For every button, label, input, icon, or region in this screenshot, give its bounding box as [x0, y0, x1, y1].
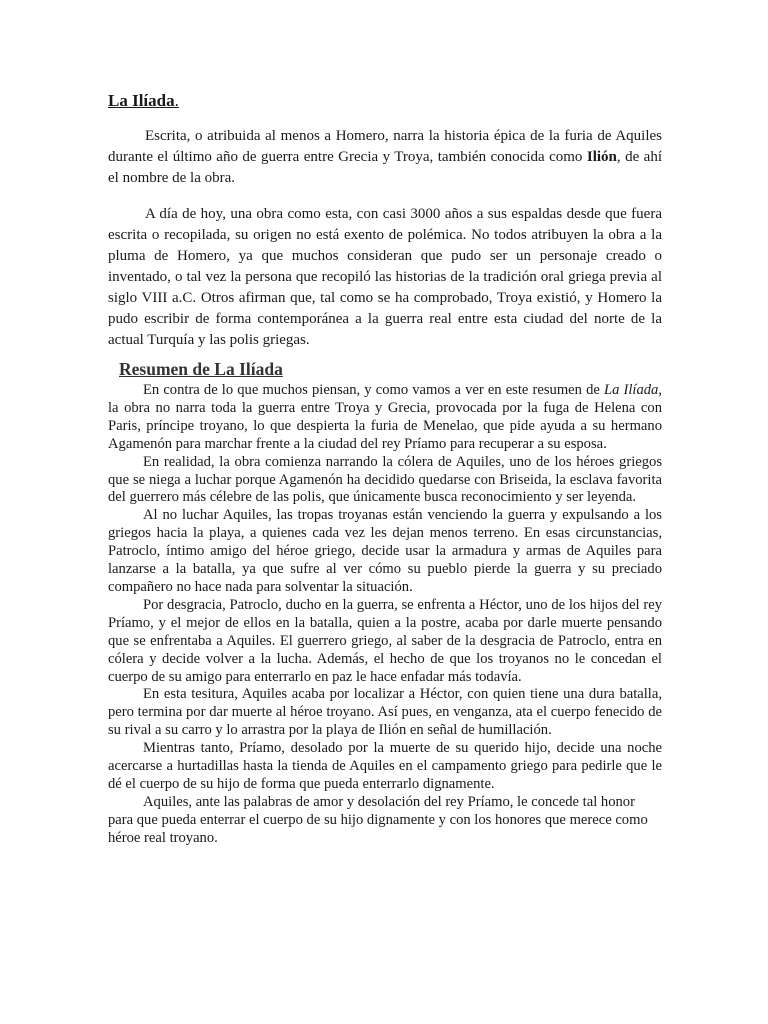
- intro-1-bold-term: Ilión: [586, 149, 617, 165]
- document-title-period: .: [174, 91, 179, 110]
- summary-paragraph-6: Mientras tanto, Príamo, desolado por la muerte de su querido hijo, decide una noche acercarse a hurtadillas hasta la tienda de Aquiles en el campamento griego para pedirle que le dé el cuerpo de su hijo de forma que pueda enterrarlo dignamente.: [108, 740, 662, 792]
- summary-paragraph-3: Al no luchar Aquiles, las tropas troyanas están venciendo la guerra y expulsando a los griegos hacia la playa, a quienes cada vez les dejan menos terreno. En esas circunstancias, Patroclo, íntimo amigo del héroe griego, decide usar la armadura y armas de Aquiles para lanzarse a la batalla, ya que sufre al ver cómo su pueblo pierde la guerra y su preciado compañero no hace nada para solventar la situación.: [108, 507, 662, 595]
- summary-paragraph-5: En esta tesitura, Aquiles acaba por localizar a Héctor, con quien tiene una dura batalla, pero termina por dar muerte al héroe troyano. Así pues, en venganza, ata el cuerpo fenecido de su rival a su carro y lo arrastra por la playa de Ilión en señal de humillación.: [108, 686, 662, 739]
- summary-paragraph-4: Por desgracia, Patroclo, ducho en la guerra, se enfrenta a Héctor, uno de los hijos del rey Príamo, y el mejor de ellos en la batalla, quien a la postre, acaba por darle muerte pensando que se enfrentaba a Aquiles. El guerrero griego, al saber de la desgracia de Patroclo, entra en cólera y decide volver a la lucha. Además, el hecho de que los troyanos no le concedan el cuerpo de su amigo para enterrarlo en paz le hace enfadar más todavía.: [108, 596, 662, 685]
- document-title-text: La Ilíada: [108, 91, 175, 110]
- summary-1-text-after: , la obra no narra toda la guerra entre Troya y Grecia, provocada por la fuga de Helena con Paris, príncipe troyano, lo que despierta la furia de Menelao, que pide ayuda a su hermano Agamenón para marchar frente a la ciudad del rey Príamo para recuperar a su esposa.: [108, 382, 662, 452]
- summary-paragraph-1: [108, 382, 662, 454]
- summary-body: [108, 382, 662, 848]
- intro-paragraph-2: A día de hoy, una obra como esta, con casi 3000 años a sus espaldas desde que fuera escrita o recopilada, su origen no está exento de polémica. No todos atribuyen la obra a la pluma de Homero, ya que muchos consideran que pudo ser un personaje creado o inventado, o tal vez la persona que recopiló las historias de la tradición oral griega previa al siglo VIII a.C. Otros afirman que, tal como se ha comprobado, Troya existió, y Homero la pudo escribir de forma contemporánea a la guerra real entre esta ciudad del norte de la actual Turquía y las polis griegas.: [108, 206, 662, 348]
- summary-1-text-before: En contra de lo que muchos piensan, y como vamos a ver en este resumen de: [143, 382, 604, 398]
- summary-paragraph-7: Aquiles, ante las palabras de amor y desolación del rey Príamo, le concede tal honor para que pueda enterrar el cuerpo de su hijo dignamente y con los honores que merece como héroe real troyano.: [108, 793, 648, 846]
- summary-paragraph-2: En realidad, la obra comienza narrando la cólera de Aquiles, uno de los héroes griegos que se niega a luchar porque Agamenón ha decidido quedarse con Briseida, la esclava favorita del guerrero más célebre de las polis, que únicamente busca reconocimiento y ser leyenda.: [108, 453, 662, 506]
- intro-paragraph-1: [108, 126, 662, 189]
- summary-heading: Resumen de La Ilíada: [119, 359, 283, 379]
- intro-1-text-after: , de ahí el nombre de la obra.: [108, 149, 663, 186]
- document-title: [108, 90, 179, 112]
- summary-1-italic-title: La Ilíada: [603, 382, 659, 398]
- intro-1-text-before: Escrita, o atribuida al menos a Homero, narra la historia épica de la furia de Aquiles durante el último año de guerra entre Grecia y Troya, también conocida como: [108, 128, 662, 165]
